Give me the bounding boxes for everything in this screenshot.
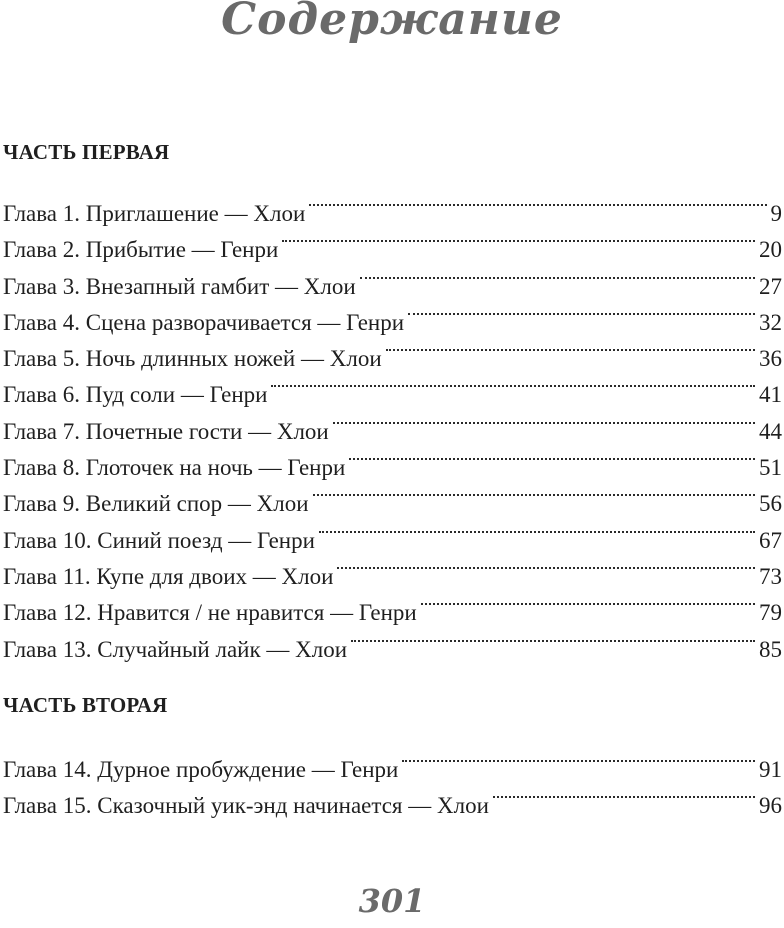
toc-entry[interactable] [3, 185, 782, 226]
dot-leader [386, 330, 755, 366]
toc-entry-page: 44 [759, 418, 782, 444]
toc-entry-title: Глава 6. Пуд соли — Генри [3, 382, 268, 408]
toc-entry-title: Глава 9. Великий спор — Хлои [3, 491, 309, 517]
dot-leader [360, 258, 755, 294]
dot-leader [271, 366, 755, 402]
toc-entry-title: Глава 10. Синий поезд — Генри [3, 527, 315, 553]
dot-leader [493, 777, 755, 813]
toc-entry[interactable] [3, 741, 782, 782]
toc-entry-page: 36 [759, 346, 782, 372]
toc-entry-title: Глава 5. Ночь длинных ножей — Хлои [3, 346, 382, 372]
toc-entry-title: Глава 1. Приглашение — Хлои [3, 201, 306, 226]
toc-entry-title: Глава 8. Глоточек на ночь — Генри [3, 455, 346, 481]
dot-leader [337, 548, 755, 584]
dot-leader [313, 475, 755, 511]
toc-entry-title: Глава 14. Дурное пробуждение — Генри [3, 757, 399, 782]
toc-entry-page: 32 [759, 309, 782, 335]
toc-entry-page: 73 [759, 563, 782, 589]
toc-entry-page: 41 [759, 382, 782, 408]
toc-entry-title: Глава 4. Сцена разворачивается — Генри [3, 309, 405, 335]
part-heading-first: ЧАСТЬ ПЕРВАЯ [3, 140, 170, 164]
toc-entry-title: Глава 15. Сказочный уик-энд начинается — Хлои [3, 793, 489, 819]
toc-list-part-two [3, 741, 782, 819]
dot-leader [421, 584, 755, 620]
page-number: 301 [358, 882, 426, 920]
toc-entry-title: Глава 7. Почетные гости — Хлои [3, 418, 329, 444]
part-heading-second: ЧАСТЬ ВТОРАЯ [3, 693, 168, 717]
toc-entry-page: 51 [759, 455, 782, 481]
toc-entry-title: Глава 13. Случайный лайк — Хлои [3, 636, 348, 662]
toc-entry-title: Глава 3. Внезапный гамбит — Хлои [3, 273, 356, 299]
toc-entry-page: 56 [759, 491, 782, 517]
toc-entry-page: 91 [759, 757, 782, 782]
dot-leader [282, 221, 755, 257]
dot-leader [333, 403, 755, 439]
toc-entry-page: 20 [759, 237, 782, 263]
toc-entry-page: 96 [759, 793, 782, 819]
dot-leader [319, 512, 755, 548]
dot-leader [309, 185, 766, 221]
toc-list-part-one [3, 185, 782, 662]
toc-entry-page: 85 [759, 636, 782, 662]
toc-entry-page: 79 [759, 600, 782, 626]
dot-leader [351, 621, 755, 657]
toc-entry-page: 27 [759, 273, 782, 299]
toc-entry-title: Глава 2. Прибытие — Генри [3, 237, 279, 263]
dot-leader [408, 294, 755, 330]
toc-entry-page: 67 [759, 527, 782, 553]
page-title: Содержание [221, 0, 563, 45]
toc-entry-title: Глава 12. Нравится / не нравится — Генри [3, 600, 417, 626]
toc-entry-title: Глава 11. Купе для двоих — Хлои [3, 563, 334, 589]
dot-leader [402, 741, 755, 777]
dot-leader [349, 439, 755, 475]
toc-entry-page: 9 [770, 201, 782, 226]
